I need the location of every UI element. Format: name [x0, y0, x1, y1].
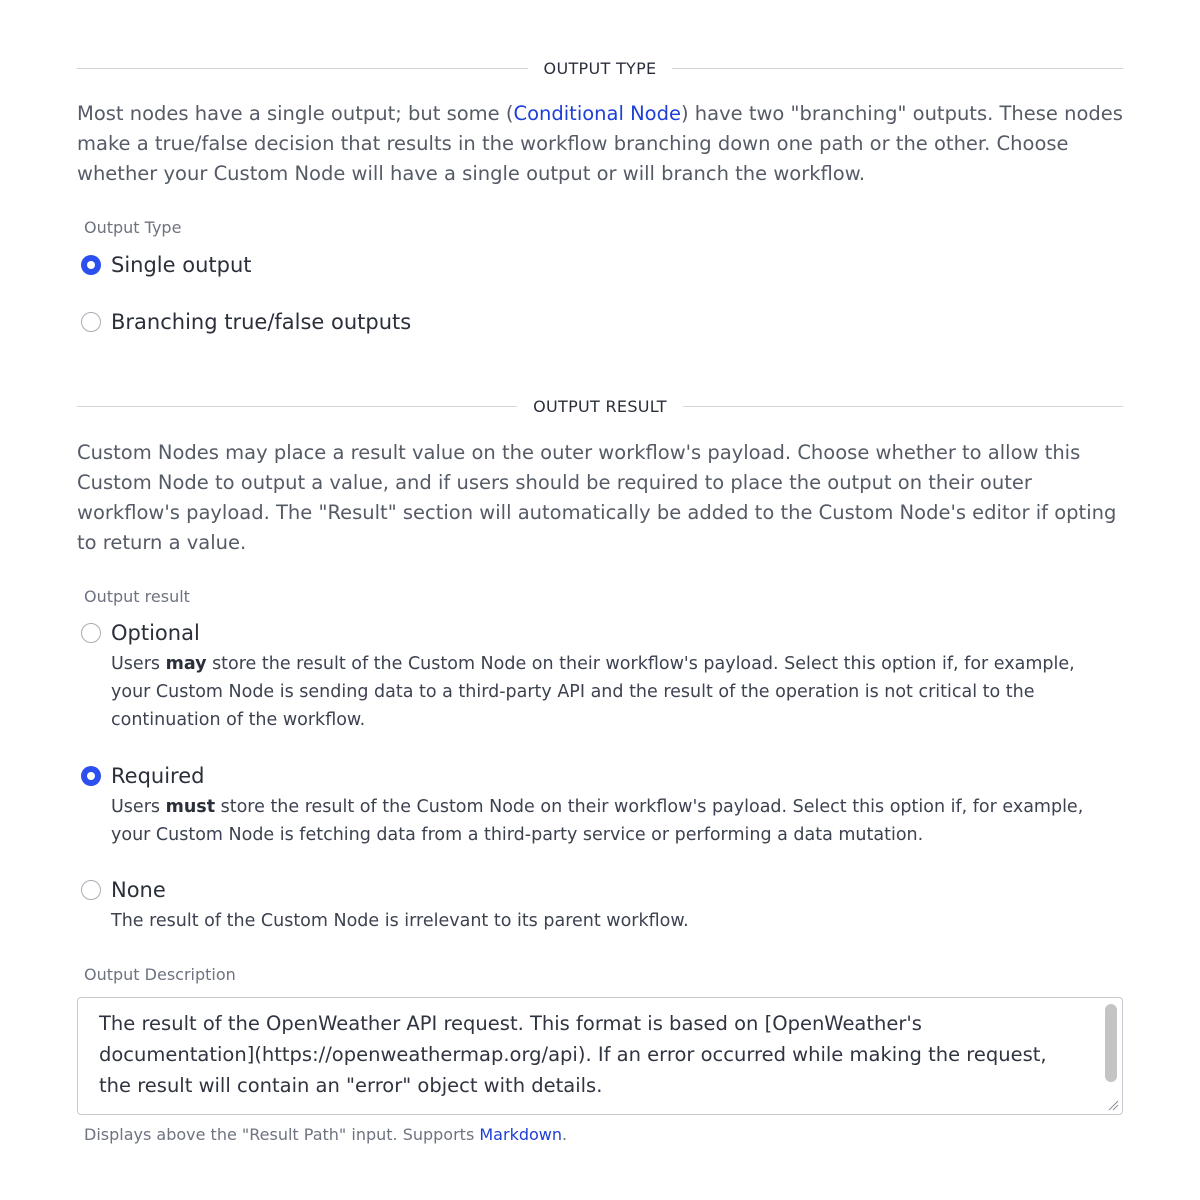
output-description-helper: Displays above the "Result Path" input. Supports Markdown. [84, 1125, 568, 1144]
radio-branching-outputs[interactable] [81, 310, 411, 334]
section-divider-output-type [77, 58, 1123, 78]
output-type-intro: Most nodes have a single output; but some (Conditional Node) have two "branching" outputs. These nodes make a true/false decision that results in the workflow branching down one path or the other. Choose whether your Custom Node will have a single output or will branch the workflow. [77, 102, 1123, 185]
output-description-textarea[interactable] [77, 997, 1123, 1115]
radio-unchecked-icon[interactable] [81, 623, 101, 643]
markdown-link[interactable]: Markdown [479, 1125, 562, 1144]
radio-unchecked-icon[interactable] [81, 880, 101, 900]
radio-checked-icon[interactable] [81, 766, 101, 786]
output-result-intro: Custom Nodes may place a result value on the outer workflow's payload. Choose whether to allow this Custom Node to output a value, and if users should be required to place the output on their outer workflow's payload. The "Result" section will automatically be added to the Custom Node's editor if opting to return a value. [77, 441, 1117, 554]
optional-description: Users may store the result of the Custom Node on their workflow's payload. Select this option if, for example, your Custom Node is sending data to a third-party API and the result of the operation is not critical to the continuation of the workflow. [111, 654, 1075, 730]
section-heading: OUTPUT TYPE [543, 58, 657, 78]
required-description: Users must store the result of the Custom Node on their workflow's payload. Select this option if, for example, your Custom Node is fetching data from a third-party service or performing a data mutation. [111, 797, 1084, 845]
output-description-label: Output Description [84, 965, 236, 984]
output-type-label: Output Type [84, 218, 182, 237]
output-description-value[interactable]: The result of the OpenWeather API request. This format is based on [OpenWeather's documentation](https://openweathermap.org/api). If an error occurred while making the request, the result will contain an "error" object with details. [99, 1012, 1047, 1097]
textarea-scrollbar[interactable] [1105, 1004, 1117, 1082]
radio-required[interactable] [81, 764, 204, 788]
radio-label[interactable]: None [111, 878, 166, 902]
radio-none[interactable] [81, 878, 166, 902]
radio-checked-icon[interactable] [81, 255, 101, 275]
radio-optional[interactable] [81, 621, 200, 645]
section-divider-output-result [77, 396, 1123, 416]
section-heading: OUTPUT RESULT [533, 396, 667, 416]
output-result-label: Output result [84, 587, 190, 606]
radio-label[interactable]: Single output [111, 253, 252, 277]
conditional-node-link[interactable]: Conditional Node [513, 102, 681, 125]
radio-label[interactable]: Branching true/false outputs [111, 310, 412, 334]
radio-single-output[interactable] [81, 253, 252, 277]
radio-label[interactable]: Required [111, 764, 205, 788]
none-description: The result of the Custom Node is irrelevant to its parent workflow. [111, 911, 689, 931]
radio-unchecked-icon[interactable] [81, 312, 101, 332]
resize-handle-icon[interactable] [1107, 1099, 1119, 1111]
radio-label[interactable]: Optional [111, 621, 200, 645]
